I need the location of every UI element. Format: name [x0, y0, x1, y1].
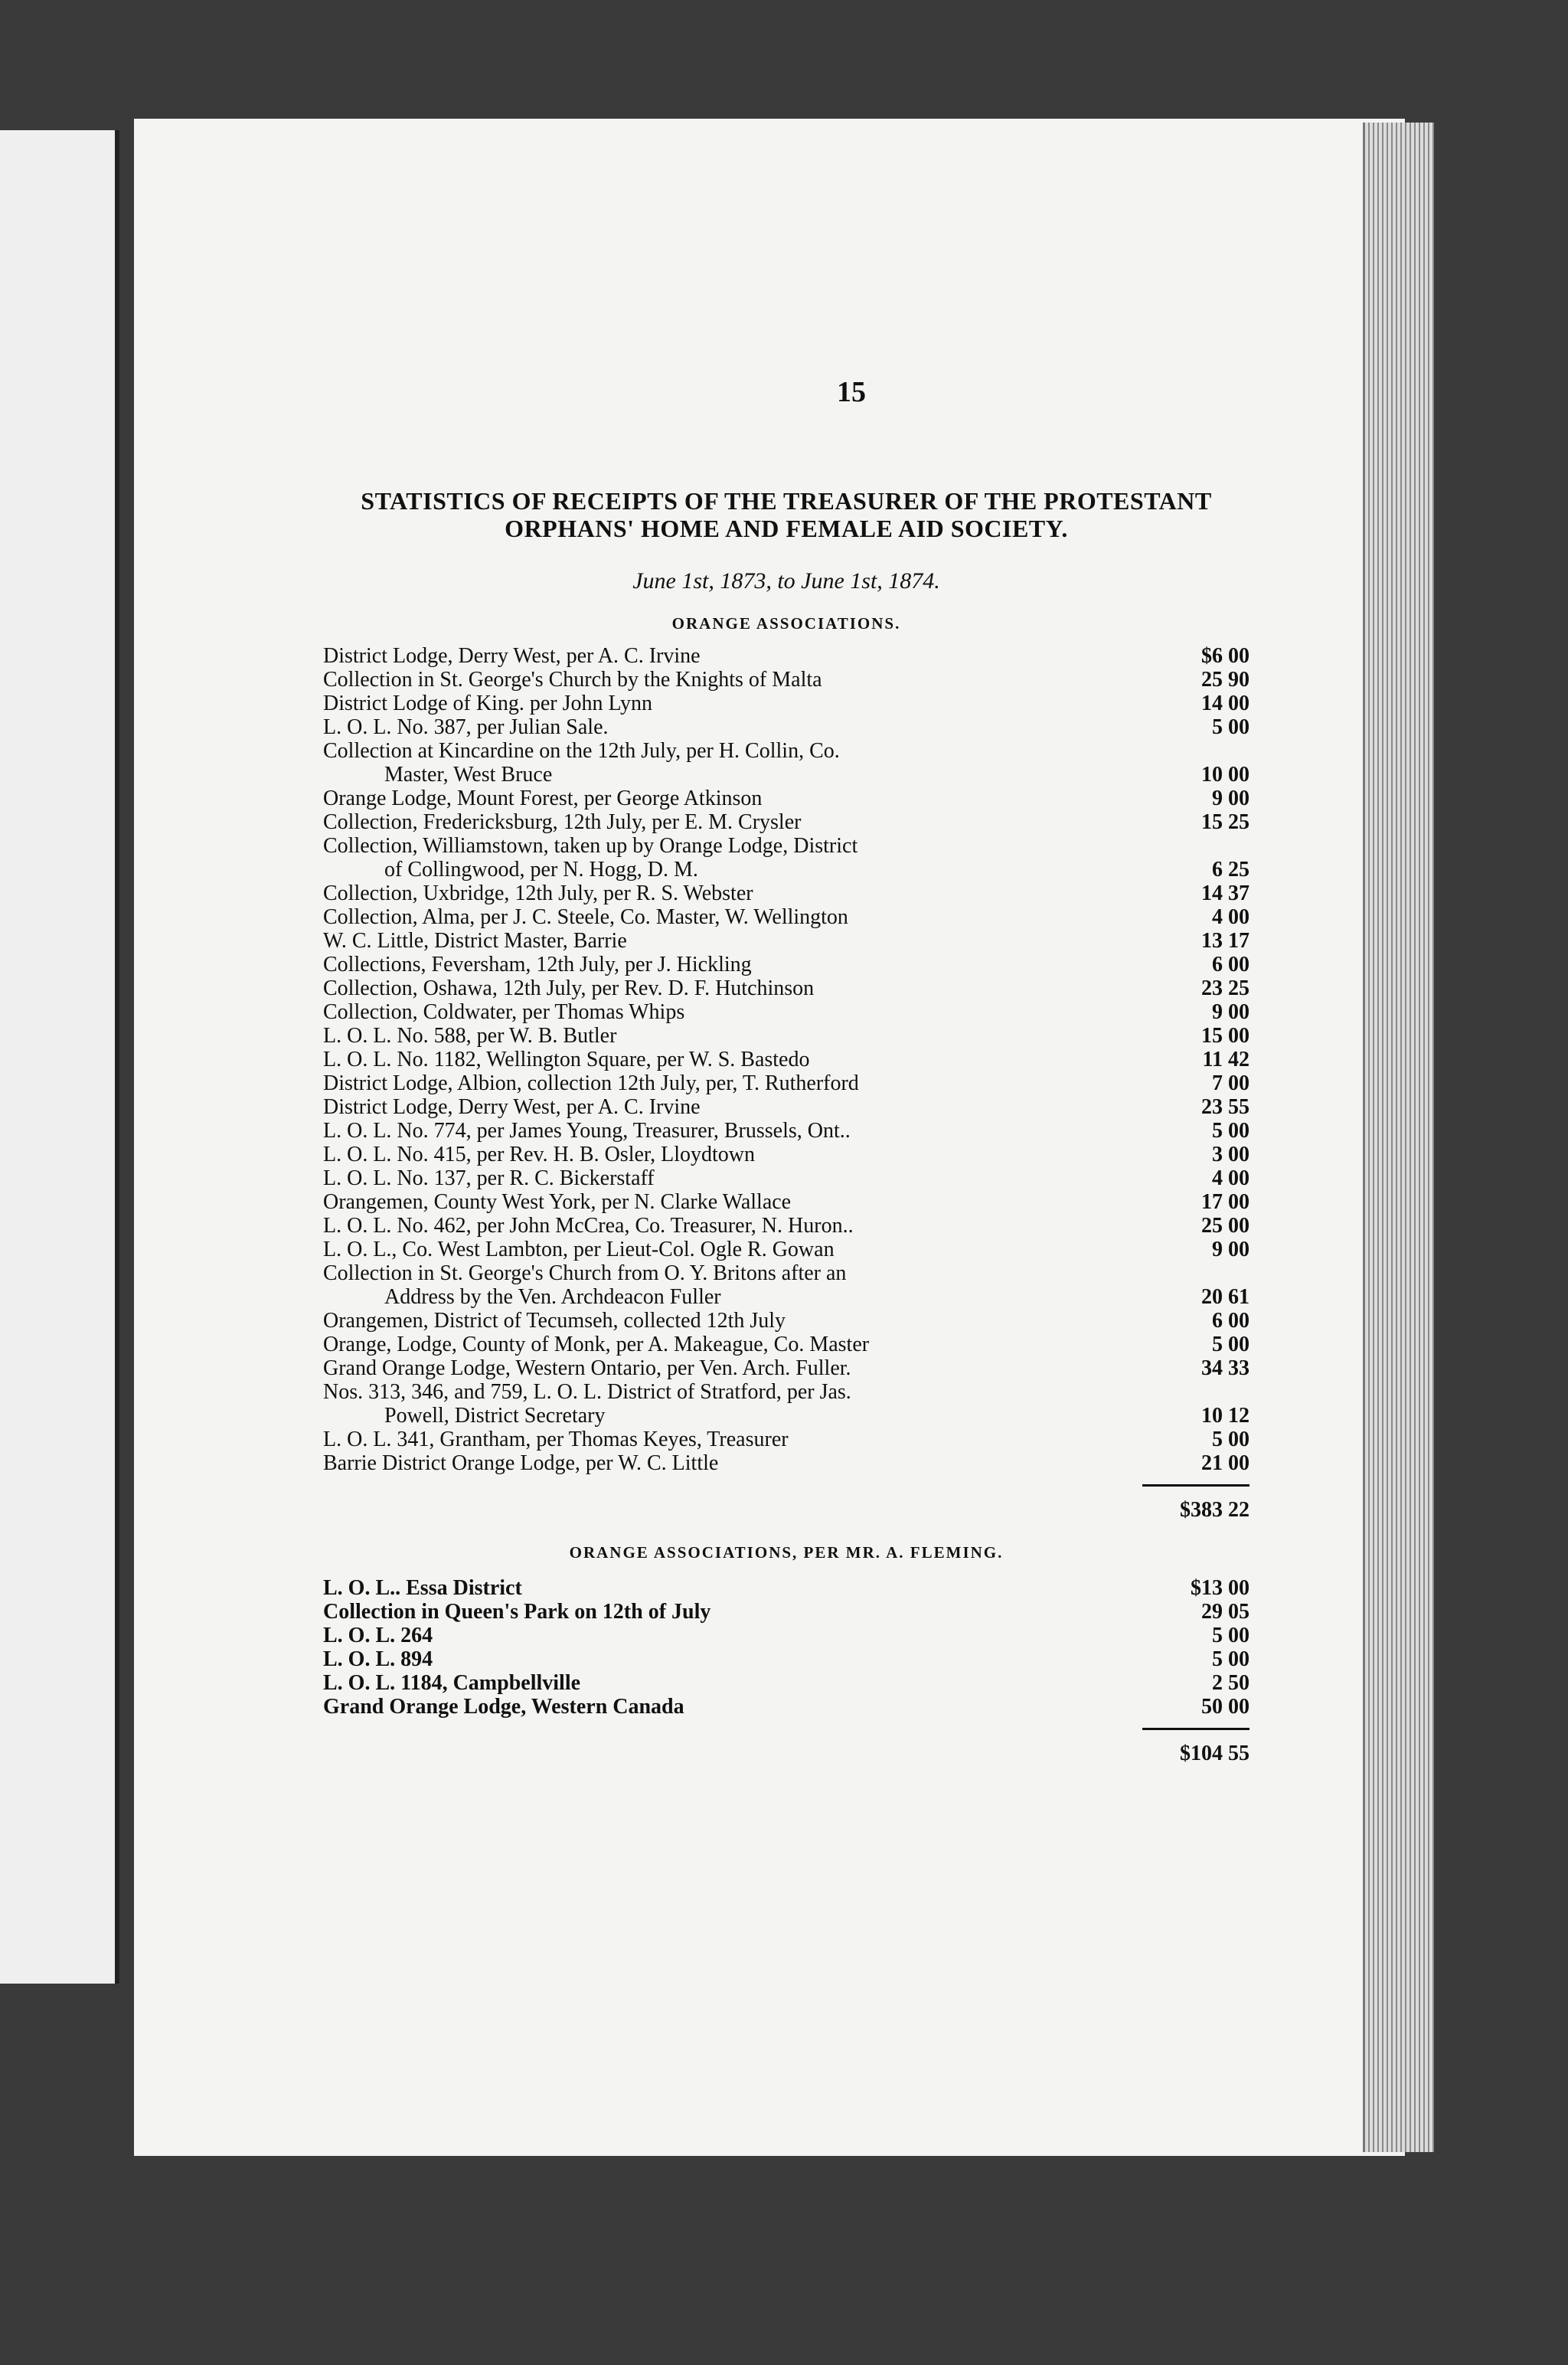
- receipt-entry: [323, 1071, 1250, 1095]
- entry-line: [323, 1190, 1250, 1214]
- entry-description: Orange Lodge, Mount Forest, per George Atkinson: [323, 787, 763, 810]
- entry-amount: 7 00: [1212, 1071, 1250, 1095]
- entry-description: Collection, Coldwater, per Thomas Whips: [323, 1000, 685, 1024]
- entry-description: Collection, Williamstown, taken up by Orange Lodge, District: [323, 834, 858, 858]
- entry-description: Powell, District Secretary: [384, 1404, 606, 1428]
- entry-amount: 50 00: [1201, 1695, 1250, 1719]
- receipt-entry: [323, 644, 1250, 668]
- entry-line: [323, 858, 1250, 882]
- entry-amount: 25 90: [1201, 668, 1250, 692]
- entry-description: W. C. Little, District Master, Barrie: [323, 929, 627, 953]
- entry-description: Collection at Kincardine on the 12th July, per H. Collin, Co.: [323, 739, 840, 763]
- receipt-entry: [323, 1333, 1250, 1356]
- entry-line: [323, 668, 1250, 692]
- receipt-entry: [323, 1166, 1250, 1190]
- entry-line: [323, 1671, 1250, 1695]
- entry-line: [323, 1451, 1250, 1475]
- section-orange-associations-fleming: [323, 1543, 1250, 1765]
- entry-amount: 23 55: [1201, 1095, 1250, 1119]
- entry-description: Collection, Uxbridge, 12th July, per R. S. Webster: [323, 882, 753, 905]
- entry-amount: 10 12: [1201, 1404, 1250, 1428]
- entry-line: [323, 1166, 1250, 1190]
- entry-description: L. O. L.. Essa District: [323, 1576, 522, 1600]
- total-row: [323, 1728, 1250, 1765]
- entry-line: [323, 1143, 1250, 1166]
- facing-page: [0, 130, 119, 1984]
- document-title: STATISTICS OF RECEIPTS OF THE TREASURER OF THE PROTESTANT ORPHANS' HOME AND FEMALE AID SOCIETY.: [361, 487, 1212, 542]
- entry-line: [323, 976, 1250, 1000]
- entry-amount: 15 00: [1201, 1024, 1250, 1048]
- entry-description: Orangemen, County West York, per N. Clarke Wallace: [323, 1190, 792, 1214]
- entry-amount: 5 00: [1212, 715, 1250, 739]
- receipt-entry: [323, 1647, 1250, 1671]
- entry-line: [323, 1024, 1250, 1048]
- entry-amount: $6 00: [1201, 644, 1250, 668]
- entry-line: [323, 1095, 1250, 1119]
- entry-description: L. O. L. 894: [323, 1647, 433, 1671]
- receipt-entry: [323, 976, 1250, 1000]
- receipt-entry: [323, 1143, 1250, 1166]
- entry-line: [323, 1261, 1250, 1285]
- entry-description: Orangemen, District of Tecumseh, collected 12th July: [323, 1309, 786, 1333]
- section-heading: ORANGE ASSOCIATIONS.: [671, 614, 901, 633]
- receipt-entry: [323, 715, 1250, 739]
- entry-amount: 21 00: [1201, 1451, 1250, 1475]
- entry-line: [323, 834, 1250, 858]
- entry-description: L. O. L. 341, Grantham, per Thomas Keyes, Treasurer: [323, 1428, 789, 1451]
- entry-line: [323, 1624, 1250, 1647]
- entry-description: L. O. L. No. 588, per W. B. Butler: [323, 1024, 617, 1048]
- entry-description: Collection, Alma, per J. C. Steele, Co. Master, W. Wellington: [323, 905, 848, 929]
- entry-description: L. O. L. No. 774, per James Young, Treasurer, Brussels, Ont..: [323, 1119, 851, 1143]
- entry-amount: 9 00: [1212, 1000, 1250, 1024]
- section-total: $104 55: [1142, 1728, 1250, 1765]
- entry-amount: $13 00: [1191, 1576, 1250, 1600]
- entry-description: L. O. L., Co. West Lambton, per Lieut-Col. Ogle R. Gowan: [323, 1238, 835, 1261]
- receipt-entry: [323, 1309, 1250, 1333]
- section-heading: ORANGE ASSOCIATIONS, PER MR. A. FLEMING.: [569, 1543, 1004, 1562]
- receipt-entry: [323, 787, 1250, 810]
- receipt-entry: [323, 1238, 1250, 1261]
- entry-amount: 13 17: [1201, 929, 1250, 953]
- entry-line: [323, 692, 1250, 715]
- entry-amount: 17 00: [1201, 1190, 1250, 1214]
- page-number: 15: [837, 376, 866, 408]
- entry-amount: 5 00: [1212, 1119, 1250, 1143]
- entry-description: Collection in St. George's Church from O. Y. Britons after an: [323, 1261, 847, 1285]
- entry-amount: 4 00: [1212, 1166, 1250, 1190]
- entry-line: [323, 1647, 1250, 1671]
- receipt-entry: [323, 1671, 1250, 1695]
- entry-amount: 9 00: [1212, 1238, 1250, 1261]
- entry-description: Collection, Oshawa, 12th July, per Rev. D. F. Hutchinson: [323, 976, 815, 1000]
- receipt-entry: [323, 905, 1250, 929]
- entry-description: L. O. L. No. 415, per Rev. H. B. Osler, Lloydtown: [323, 1143, 755, 1166]
- entry-line: [323, 644, 1250, 668]
- entry-line: [323, 1576, 1250, 1600]
- receipt-entry: [323, 1428, 1250, 1451]
- receipt-entry: [323, 1190, 1250, 1214]
- entry-line: [323, 1380, 1250, 1404]
- entry-description: L. O. L. No. 1182, Wellington Square, per W. S. Bastedo: [323, 1048, 810, 1071]
- entry-amount: 4 00: [1212, 905, 1250, 929]
- entry-line: [323, 810, 1250, 834]
- entry-line: [323, 882, 1250, 905]
- receipt-entry: [323, 834, 1250, 882]
- entry-description: Barrie District Orange Lodge, per W. C. Little: [323, 1451, 719, 1475]
- entry-line: [323, 1428, 1250, 1451]
- receipt-entry: [323, 1000, 1250, 1024]
- receipt-entry: [323, 1048, 1250, 1071]
- date-range: June 1st, 1873, to June 1st, 1874.: [632, 568, 940, 594]
- receipt-entry: [323, 1695, 1250, 1719]
- entry-amount: 6 00: [1212, 1309, 1250, 1333]
- entry-amount: 6 25: [1212, 858, 1250, 882]
- entry-description: Collection in Queen's Park on 12th of July: [323, 1600, 711, 1624]
- entry-description: Grand Orange Lodge, Western Canada: [323, 1695, 684, 1719]
- entry-amount: 14 37: [1201, 882, 1250, 905]
- entry-description: L. O. L. No. 387, per Julian Sale.: [323, 715, 609, 739]
- receipt-entry: [323, 1380, 1250, 1428]
- receipt-entry: [323, 1576, 1250, 1600]
- entry-line: [323, 1119, 1250, 1143]
- entry-description: Address by the Ven. Archdeacon Fuller: [384, 1285, 721, 1309]
- entry-description: Grand Orange Lodge, Western Ontario, per Ven. Arch. Fuller.: [323, 1356, 851, 1380]
- entry-amount: 9 00: [1212, 787, 1250, 810]
- entry-amount: 20 61: [1201, 1285, 1250, 1309]
- entry-line: [323, 1000, 1250, 1024]
- entry-line: [323, 1285, 1250, 1309]
- entry-description: Collections, Feversham, 12th July, per J. Hickling: [323, 953, 752, 976]
- entry-description: Nos. 313, 346, and 759, L. O. L. District of Stratford, per Jas.: [323, 1380, 851, 1404]
- entry-line: [323, 905, 1250, 929]
- receipt-entry: [323, 1451, 1250, 1475]
- entry-line: [323, 739, 1250, 763]
- entry-amount: 3 00: [1212, 1143, 1250, 1166]
- entry-amount: 29 05: [1201, 1600, 1250, 1624]
- entry-line: [323, 1356, 1250, 1380]
- entry-line: [323, 715, 1250, 739]
- receipt-entry: [323, 739, 1250, 787]
- entry-line: [323, 953, 1250, 976]
- entry-line: [323, 1238, 1250, 1261]
- entry-line: [323, 1214, 1250, 1238]
- entry-amount: 23 25: [1201, 976, 1250, 1000]
- entries-list: [323, 644, 1250, 1475]
- entry-description: Collection, Fredericksburg, 12th July, per E. M. Crysler: [323, 810, 802, 834]
- entry-amount: 5 00: [1212, 1333, 1250, 1356]
- entry-description: of Collingwood, per N. Hogg, D. M.: [384, 858, 698, 882]
- receipt-entry: [323, 1214, 1250, 1238]
- entry-description: L. O. L. 1184, Campbellville: [323, 1671, 581, 1695]
- receipt-entry: [323, 692, 1250, 715]
- entry-line: [323, 787, 1250, 810]
- section-orange-associations: [323, 614, 1250, 1522]
- entry-amount: 34 33: [1201, 1356, 1250, 1380]
- entry-line: [323, 1048, 1250, 1071]
- entry-amount: 5 00: [1212, 1428, 1250, 1451]
- entry-line: [323, 1333, 1250, 1356]
- entry-description: L. O. L. No. 462, per John McCrea, Co. Treasurer, N. Huron..: [323, 1214, 854, 1238]
- receipt-entry: [323, 1261, 1250, 1309]
- entry-line: [323, 1071, 1250, 1095]
- entries-list: [323, 1576, 1250, 1719]
- receipt-entry: [323, 1600, 1250, 1624]
- receipt-entry: [323, 882, 1250, 905]
- receipt-entry: [323, 929, 1250, 953]
- entry-line: [323, 1695, 1250, 1719]
- section-total: $383 22: [1142, 1484, 1250, 1522]
- entry-amount: 6 00: [1212, 953, 1250, 976]
- receipt-entry: [323, 1624, 1250, 1647]
- entry-description: Orange, Lodge, County of Monk, per A. Makeague, Co. Master: [323, 1333, 870, 1356]
- entry-amount: 25 00: [1201, 1214, 1250, 1238]
- entry-description: District Lodge, Derry West, per A. C. Irvine: [323, 644, 701, 668]
- entry-description: Collection in St. George's Church by the Knights of Malta: [323, 668, 822, 692]
- entry-description: District Lodge, Derry West, per A. C. Irvine: [323, 1095, 701, 1119]
- entry-amount: 14 00: [1201, 692, 1250, 715]
- receipt-entry: [323, 1356, 1250, 1380]
- receipt-entry: [323, 953, 1250, 976]
- entry-amount: 10 00: [1201, 763, 1250, 787]
- entry-description: District Lodge of King. per John Lynn: [323, 692, 653, 715]
- page-content: [323, 375, 1250, 1765]
- receipt-entry: [323, 810, 1250, 834]
- entry-description: District Lodge, Albion, collection 12th July, per, T. Rutherford: [323, 1071, 859, 1095]
- entry-description: L. O. L. 264: [323, 1624, 433, 1647]
- entry-amount: 5 00: [1212, 1624, 1250, 1647]
- entry-line: [323, 763, 1250, 787]
- entry-line: [323, 1600, 1250, 1624]
- entry-line: [323, 1309, 1250, 1333]
- receipt-entry: [323, 1095, 1250, 1119]
- receipt-entry: [323, 1024, 1250, 1048]
- entry-amount: 11 42: [1202, 1048, 1250, 1071]
- page-edges: [1363, 123, 1434, 2152]
- entry-amount: 15 25: [1201, 810, 1250, 834]
- entry-amount: 5 00: [1212, 1647, 1250, 1671]
- entry-amount: 2 50: [1212, 1671, 1250, 1695]
- entry-description: L. O. L. No. 137, per R. C. Bickerstaff: [323, 1166, 655, 1190]
- receipt-entry: [323, 1119, 1250, 1143]
- receipt-entry: [323, 668, 1250, 692]
- entry-line: [323, 929, 1250, 953]
- entry-description: Master, West Bruce: [384, 763, 553, 787]
- total-row: [323, 1484, 1250, 1522]
- entry-line: [323, 1404, 1250, 1428]
